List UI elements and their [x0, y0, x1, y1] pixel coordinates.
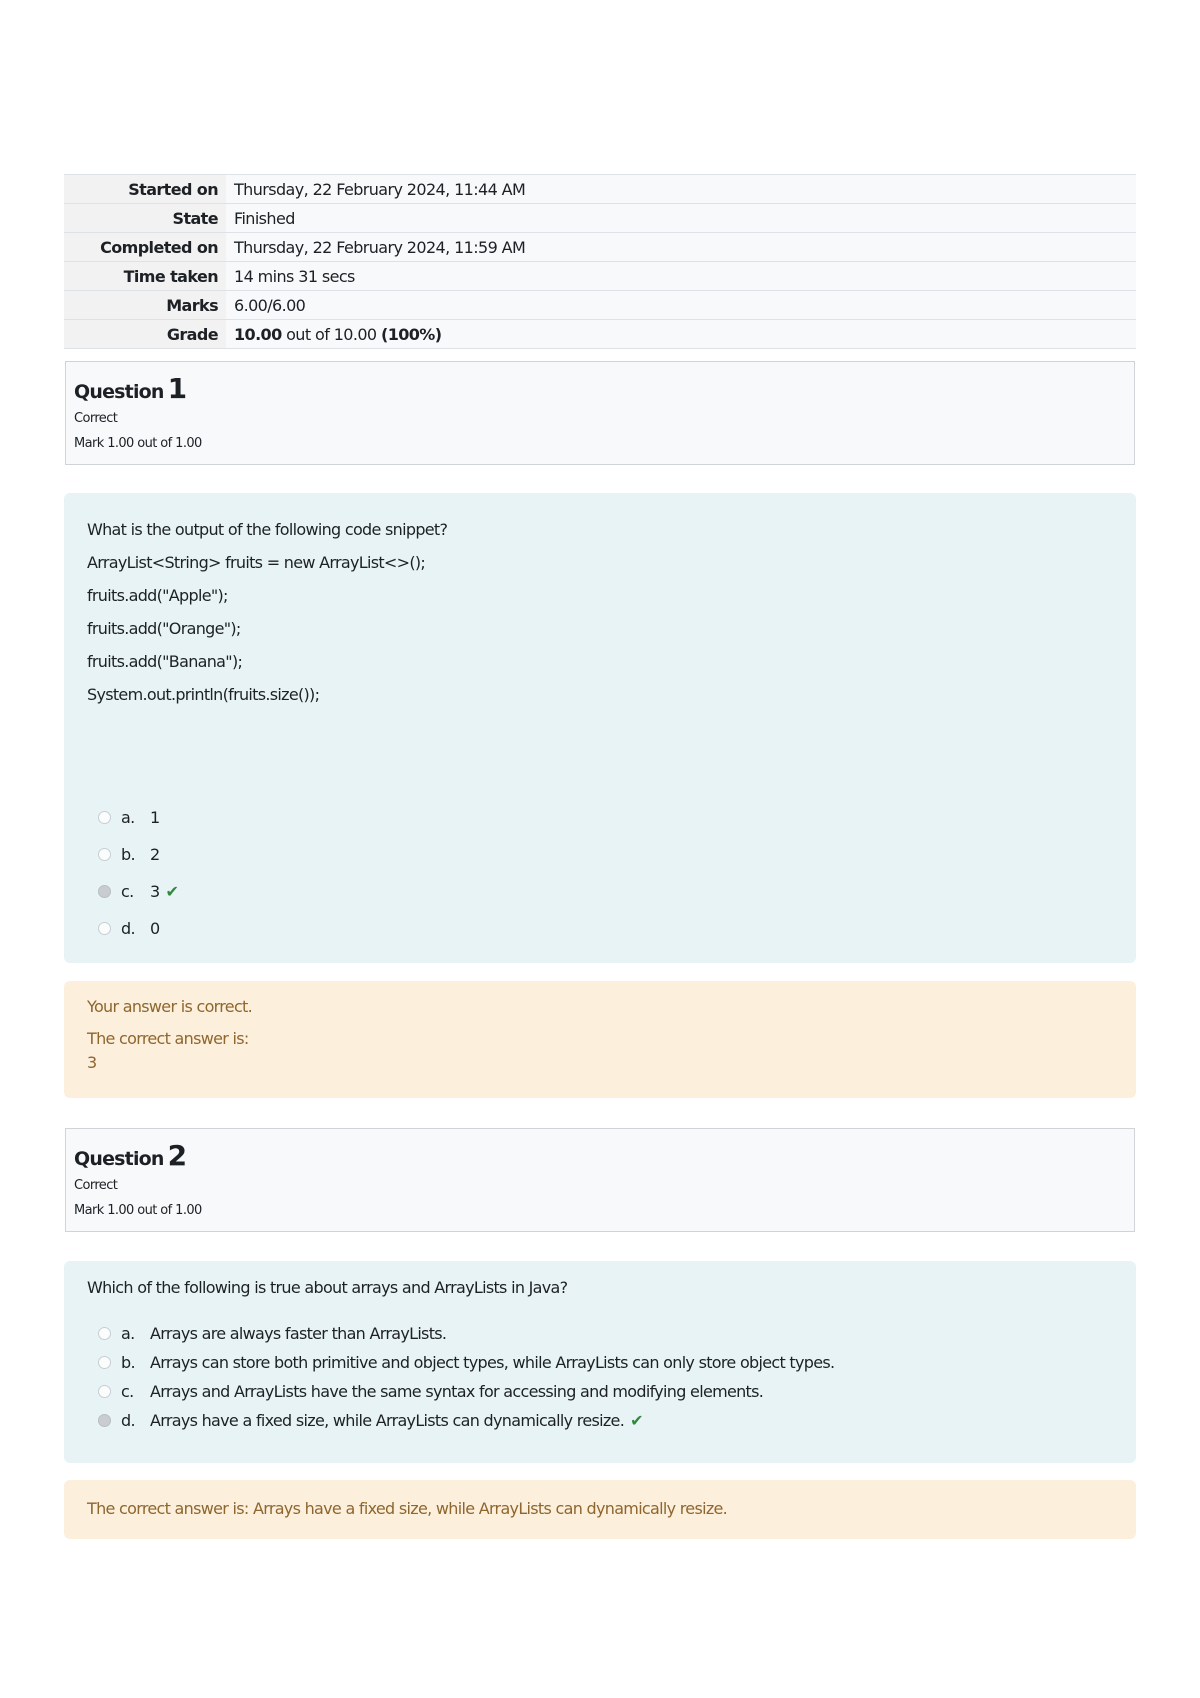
option-text: 1	[150, 808, 160, 827]
option-letter: b.	[121, 1353, 135, 1372]
option-text: 0	[150, 919, 160, 938]
radio-button[interactable]	[98, 811, 111, 824]
question-2-info	[65, 1128, 1135, 1232]
answer-option-c[interactable]	[87, 1377, 1113, 1406]
option-text: 3	[150, 882, 160, 901]
answer-options	[87, 1319, 1113, 1435]
question-2-formulation	[64, 1261, 1136, 1463]
answer-options	[87, 799, 1113, 947]
answer-option-b[interactable]	[87, 836, 1113, 873]
summary-value: Thursday, 22 February 2024, 11:44 AM	[226, 175, 1136, 204]
radio-button[interactable]	[98, 1356, 111, 1369]
question-label: Question	[74, 1148, 164, 1170]
summary-label: Grade	[64, 320, 226, 349]
summary-row-completed	[64, 233, 1136, 262]
code-line: fruits.add("Banana");	[87, 652, 243, 671]
summary-label: State	[64, 204, 226, 233]
question-state: Correct	[74, 411, 118, 426]
question-number-value: 1	[167, 372, 187, 405]
answer-option-d[interactable]	[87, 1406, 1113, 1435]
code-line: fruits.add("Orange");	[87, 619, 241, 638]
summary-row-state	[64, 204, 1136, 233]
question-2-feedback	[64, 1480, 1136, 1539]
question-text-line: What is the output of the following code snippet?	[87, 520, 448, 539]
grade-out-of: out of 10.00	[281, 324, 381, 344]
question-state: Correct	[74, 1178, 118, 1193]
code-line: System.out.println(fruits.size());	[87, 685, 320, 704]
correct-answer: The correct answer is: Arrays have a fixed size, while ArrayLists can dynamically resize.	[87, 1499, 728, 1518]
correct-answer-label: The correct answer is:	[87, 1029, 249, 1048]
summary-value: Finished	[226, 204, 1136, 233]
radio-button-selected[interactable]	[98, 1414, 111, 1427]
answer-option-a[interactable]	[87, 1319, 1113, 1348]
option-text: 2	[150, 845, 160, 864]
summary-row-time-taken	[64, 262, 1136, 291]
grade-score: 10.00	[234, 324, 282, 344]
question-label: Question	[74, 381, 164, 403]
question-1-feedback	[64, 981, 1136, 1098]
option-text: Arrays are always faster than ArrayLists.	[150, 1324, 447, 1343]
radio-button[interactable]	[98, 1385, 111, 1398]
question-number	[74, 372, 1126, 405]
check-icon: ✔	[165, 882, 179, 901]
summary-value: 14 mins 31 secs	[226, 262, 1136, 291]
question-grade: Mark 1.00 out of 1.00	[74, 1203, 202, 1218]
check-icon: ✔	[630, 1411, 643, 1430]
attempt-summary-table	[64, 174, 1136, 349]
summary-row-grade	[64, 320, 1136, 349]
summary-value: 6.00/6.00	[226, 291, 1136, 320]
option-letter: c.	[121, 882, 134, 901]
radio-button-selected[interactable]	[98, 885, 111, 898]
question-grade: Mark 1.00 out of 1.00	[74, 436, 202, 451]
code-line: ArrayList<String> fruits = new ArrayList<>();	[87, 553, 426, 572]
summary-value	[226, 320, 1136, 349]
option-letter: b.	[121, 845, 135, 864]
grade-percent: (100%)	[381, 324, 442, 344]
answer-option-a[interactable]	[87, 799, 1113, 836]
option-text: Arrays can store both primitive and object types, while ArrayLists can only store object types.	[150, 1353, 835, 1372]
radio-button[interactable]	[98, 848, 111, 861]
option-letter: a.	[121, 808, 135, 827]
summary-label: Started on	[64, 175, 226, 204]
summary-row-marks	[64, 291, 1136, 320]
summary-value: Thursday, 22 February 2024, 11:59 AM	[226, 233, 1136, 262]
option-text: Arrays and ArrayLists have the same syntax for accessing and modifying elements.	[150, 1382, 764, 1401]
option-letter: d.	[121, 1411, 135, 1430]
code-line: fruits.add("Apple");	[87, 586, 228, 605]
answer-option-b[interactable]	[87, 1348, 1113, 1377]
question-number-value: 2	[167, 1139, 187, 1172]
option-letter: d.	[121, 919, 135, 938]
correct-answer-value: 3	[87, 1053, 97, 1072]
answer-option-c[interactable]	[87, 873, 1113, 910]
radio-button[interactable]	[98, 1327, 111, 1340]
summary-label: Completed on	[64, 233, 226, 262]
summary-label: Time taken	[64, 262, 226, 291]
option-letter: c.	[121, 1382, 134, 1401]
feedback-result: Your answer is correct.	[87, 997, 252, 1016]
question-text: Which of the following is true about arrays and ArrayLists in Java?	[87, 1278, 568, 1297]
question-number	[74, 1139, 1126, 1172]
summary-row-started	[64, 175, 1136, 204]
question-1-info	[65, 361, 1135, 465]
question-1-formulation	[64, 493, 1136, 963]
option-text: Arrays have a fixed size, while ArrayLists can dynamically resize.	[150, 1411, 625, 1430]
summary-label: Marks	[64, 291, 226, 320]
answer-option-d[interactable]	[87, 910, 1113, 947]
option-letter: a.	[121, 1324, 135, 1343]
radio-button[interactable]	[98, 922, 111, 935]
